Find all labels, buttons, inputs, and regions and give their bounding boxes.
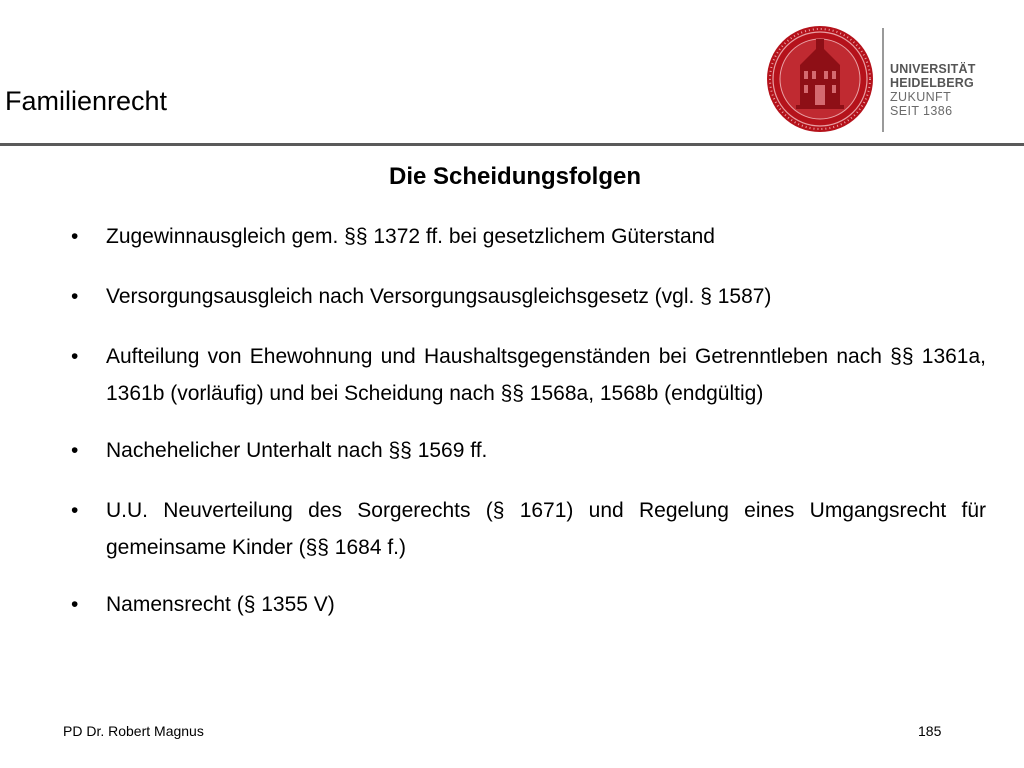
bullet-item [60,278,986,315]
bullet-item [60,338,986,412]
bullet-list [60,218,986,646]
bullet-text: Namensrecht (§ 1355 V) [106,593,335,616]
university-seal-icon [766,25,874,133]
bullet-text: Nachehelicher Unterhalt nach §§ 1569 ff. [106,439,488,462]
bullet-item [60,218,986,255]
bullet-text: Versorgungsausgleich nach Versorgungsausgleichsgesetz (vgl. § 1587) [106,285,772,308]
bullet-text: U.U. Neuverteilung des Sorgerechts (§ 1671) und Regelung eines Umgangsrecht für gemeinsame Kinder (§§ 1684 f.) [106,499,986,559]
logo-divider [882,28,884,132]
bullet-dot: • [71,345,79,368]
header-title: Familienrecht [5,86,168,116]
bullet-item [60,586,986,623]
bullet-text: Aufteilung von Ehewohnung und Haushaltsgegenständen bei Getrenntleben nach §§ 1361a, 1361b (vorläufig) und bei Scheidung nach §§ 1568a, 1568b (endgültig) [106,345,986,405]
bullet-dot: • [71,499,79,522]
logo-line-1: UNIVERSITÄT [890,62,976,76]
bullet-dot: • [71,439,79,462]
bullet-item [60,432,986,469]
bullet-item [60,492,986,566]
bullet-dot: • [71,285,79,308]
university-logotype [890,62,976,118]
header-divider [0,143,1024,146]
bullet-dot: • [71,593,79,616]
logo-line-4: SEIT 1386 [890,104,953,118]
footer-author: PD Dr. Robert Magnus [63,723,204,739]
footer-page-number: 185 [918,723,942,739]
logo-line-3: ZUKUNFT [890,90,952,104]
bullet-dot: • [71,225,79,248]
logo-line-2: HEIDELBERG [890,76,974,90]
bullet-text: Zugewinnausgleich gem. §§ 1372 ff. bei gesetzlichem Güterstand [106,225,715,248]
slide-title: Die Scheidungsfolgen [388,163,642,190]
